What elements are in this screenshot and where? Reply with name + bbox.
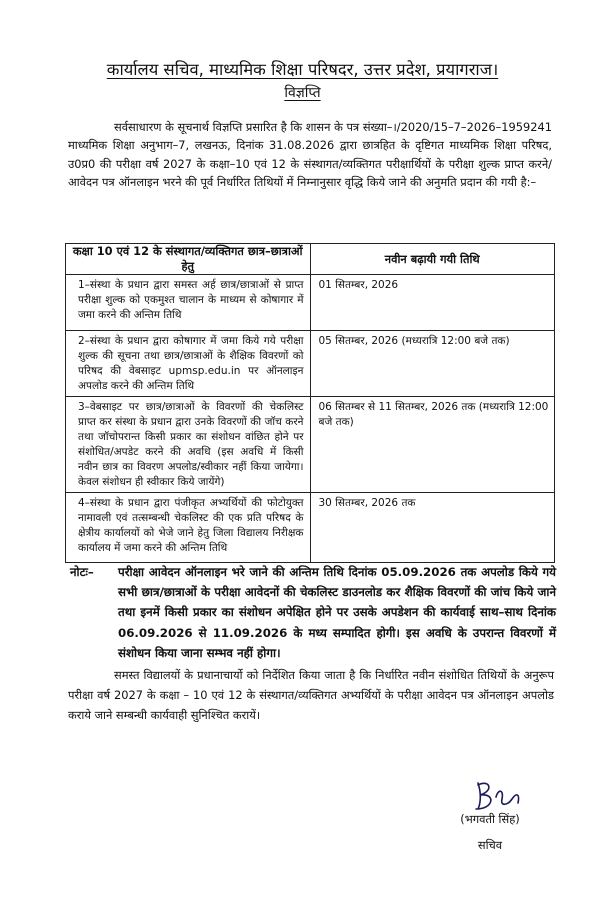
notice-subtitle: विज्ञप्ति: [284, 85, 321, 101]
table-row: [66, 397, 555, 493]
table-header-row: [66, 244, 555, 275]
row-date: 30 सितम्बर, 2026 तक: [310, 493, 555, 563]
table-header-class: कक्षा 10 एवं 12 के संस्थागत/व्यक्तिगत छात्र–छात्राओं हेतु: [66, 244, 311, 275]
intro-paragraph: [68, 118, 552, 192]
table-row: [66, 331, 555, 397]
closing-text: समस्त विद्यालयों के प्रधानाचार्यो को निर्देशित किया जाता है कि निर्धारित नवीन संशोधित तिथियों के अनुरूप परीक्षा वर्ष 2027 के कक्षा – 10 एवं 12 के संस्थागत/व्यक्तिगत अभ्यर्थियों के परीक्षा आवेदन पत्र ऑनलाइन अपलोड कराये जाने सम्बन्धी कार्यवाही सुनिश्चित करायें।: [68, 668, 554, 722]
table-header-date: नवीन बढ़ायी गयी तिथि: [310, 244, 555, 275]
notice-heading: [0, 84, 605, 102]
signatory-name: (भगवती सिंह): [460, 812, 520, 826]
row-date: 01 सितम्बर, 2026: [310, 275, 555, 331]
note-block: [70, 562, 556, 663]
handwritten-signature: [468, 775, 528, 815]
schedule-table: [65, 243, 555, 563]
row-description: 4–संस्था के प्रधान द्वारा पंजीकृत अभ्यर्थियों की फोटोयुक्त नामावली एवं तत्सम्बन्धी चेकलिस्ट की एक प्रति परिषद के क्षेत्रीय कार्यालयों को भेजे जाने हेतु जिला विद्यालय निरीक्षक कार्यालय में जमा करने की अन्तिम तिथि: [66, 493, 311, 563]
row-description: 2–संस्था के प्रधान द्वारा कोषागार में जमा किये गये परीक्षा शुल्क की सूचना तथा छात्र/छात्राओं के शैक्षिक विवरणों को परिषद की वेबसाइट upmsp.edu.in पर ऑनलाइन अपलोड करने की अन्तिम तिथि: [66, 331, 311, 397]
office-header: [0, 60, 605, 80]
office-title: कार्यालय सचिव, माध्यमिक शिक्षा परिषदर, उत्तर प्रदेश, प्रयागराज।: [106, 60, 499, 79]
row-description: 1–संस्था के प्रधान द्वारा समस्त अर्ह छात्र/छात्राओं से प्राप्त परीक्षा शुल्क को एकमुश्त चालान के माध्यम से कोषागार में जमा करने की अन्तिम तिथि: [66, 275, 311, 331]
signatory-designation: सचिव: [477, 838, 503, 852]
row-description: 3–वेबसाइट पर छात्र/छात्राओं के विवरणों की चेकलिस्ट प्राप्त कर संस्था के प्रधान द्वारा उनके विवरणों की जॉच करने तथा जॉचोपरान्त किसी प्रकार का संशोधन वांछित होने पर संशोधित/अपडेट करने की अवधि (इस अवधि में किसी नवीन छात्र का विवरण अपलोड/स्वीकार नहीं किया जायेगा। केवल संशोधन ही स्वीकार किये जायेंगे): [66, 397, 311, 493]
intro-text: सर्वसाधारण के सूचनार्थ विज्ञप्ति प्रसारित है कि शासन के पत्र संख्या–।/2020/15–7–2026–1959241 माध्यमिक शिक्षा अनुभाग–7, लखनऊ, दिनांक 31.08.2026 द्वारा छात्रहित के दृष्टिगत माध्यमिक शिक्षा परिषद, उ0प्र0 की परीक्षा वर्ष 2027 के कक्षा–10 एवं 12 के संस्थागत/व्यक्तिगत परीक्षार्थियों के परीक्षा शुल्क प्राप्त करने/आवेदन पत्र ऑनलाइन भरने की पूर्व निर्धारित तिथियों में निम्नानुसार वृद्धि किये जाने की अनुमति प्रदान की गयी है:–: [68, 120, 552, 190]
closing-paragraph: [68, 665, 554, 725]
note-label: नोटः–: [70, 565, 94, 579]
table-row: [66, 275, 555, 331]
row-date: 06 सितम्बर से 11 सितम्बर, 2026 तक (मध्यरात्रि 12:00 बजे तक): [310, 397, 555, 493]
table-row: [66, 493, 555, 563]
row-date: 05 सितम्बर, 2026 (मध्यरात्रि 12:00 बजे तक): [310, 331, 555, 397]
note-text: परीक्षा आवेदन ऑनलाइन भरे जाने की अन्तिम तिथि दिनांक 05.09.2026 तक अपलोड किये गये सभी छात्र/छात्राओं के परीक्षा आवेदनों की चेकलिस्ट डाउनलोड कर शैक्षिक विवरणों की जांच किये जाने तथा इनमें किसी प्रकार का संशोधन अपेक्षित होने पर उसके अपडेशन की कार्यवाई साथ–साथ दिनांक 06.09.2026 से 11.09.2026 के मध्य सम्पादित होगी। इस अवधि के उपरान्त विवरणों में संशोधन किया जाना सम्भव नहीं होगा।: [118, 565, 556, 660]
